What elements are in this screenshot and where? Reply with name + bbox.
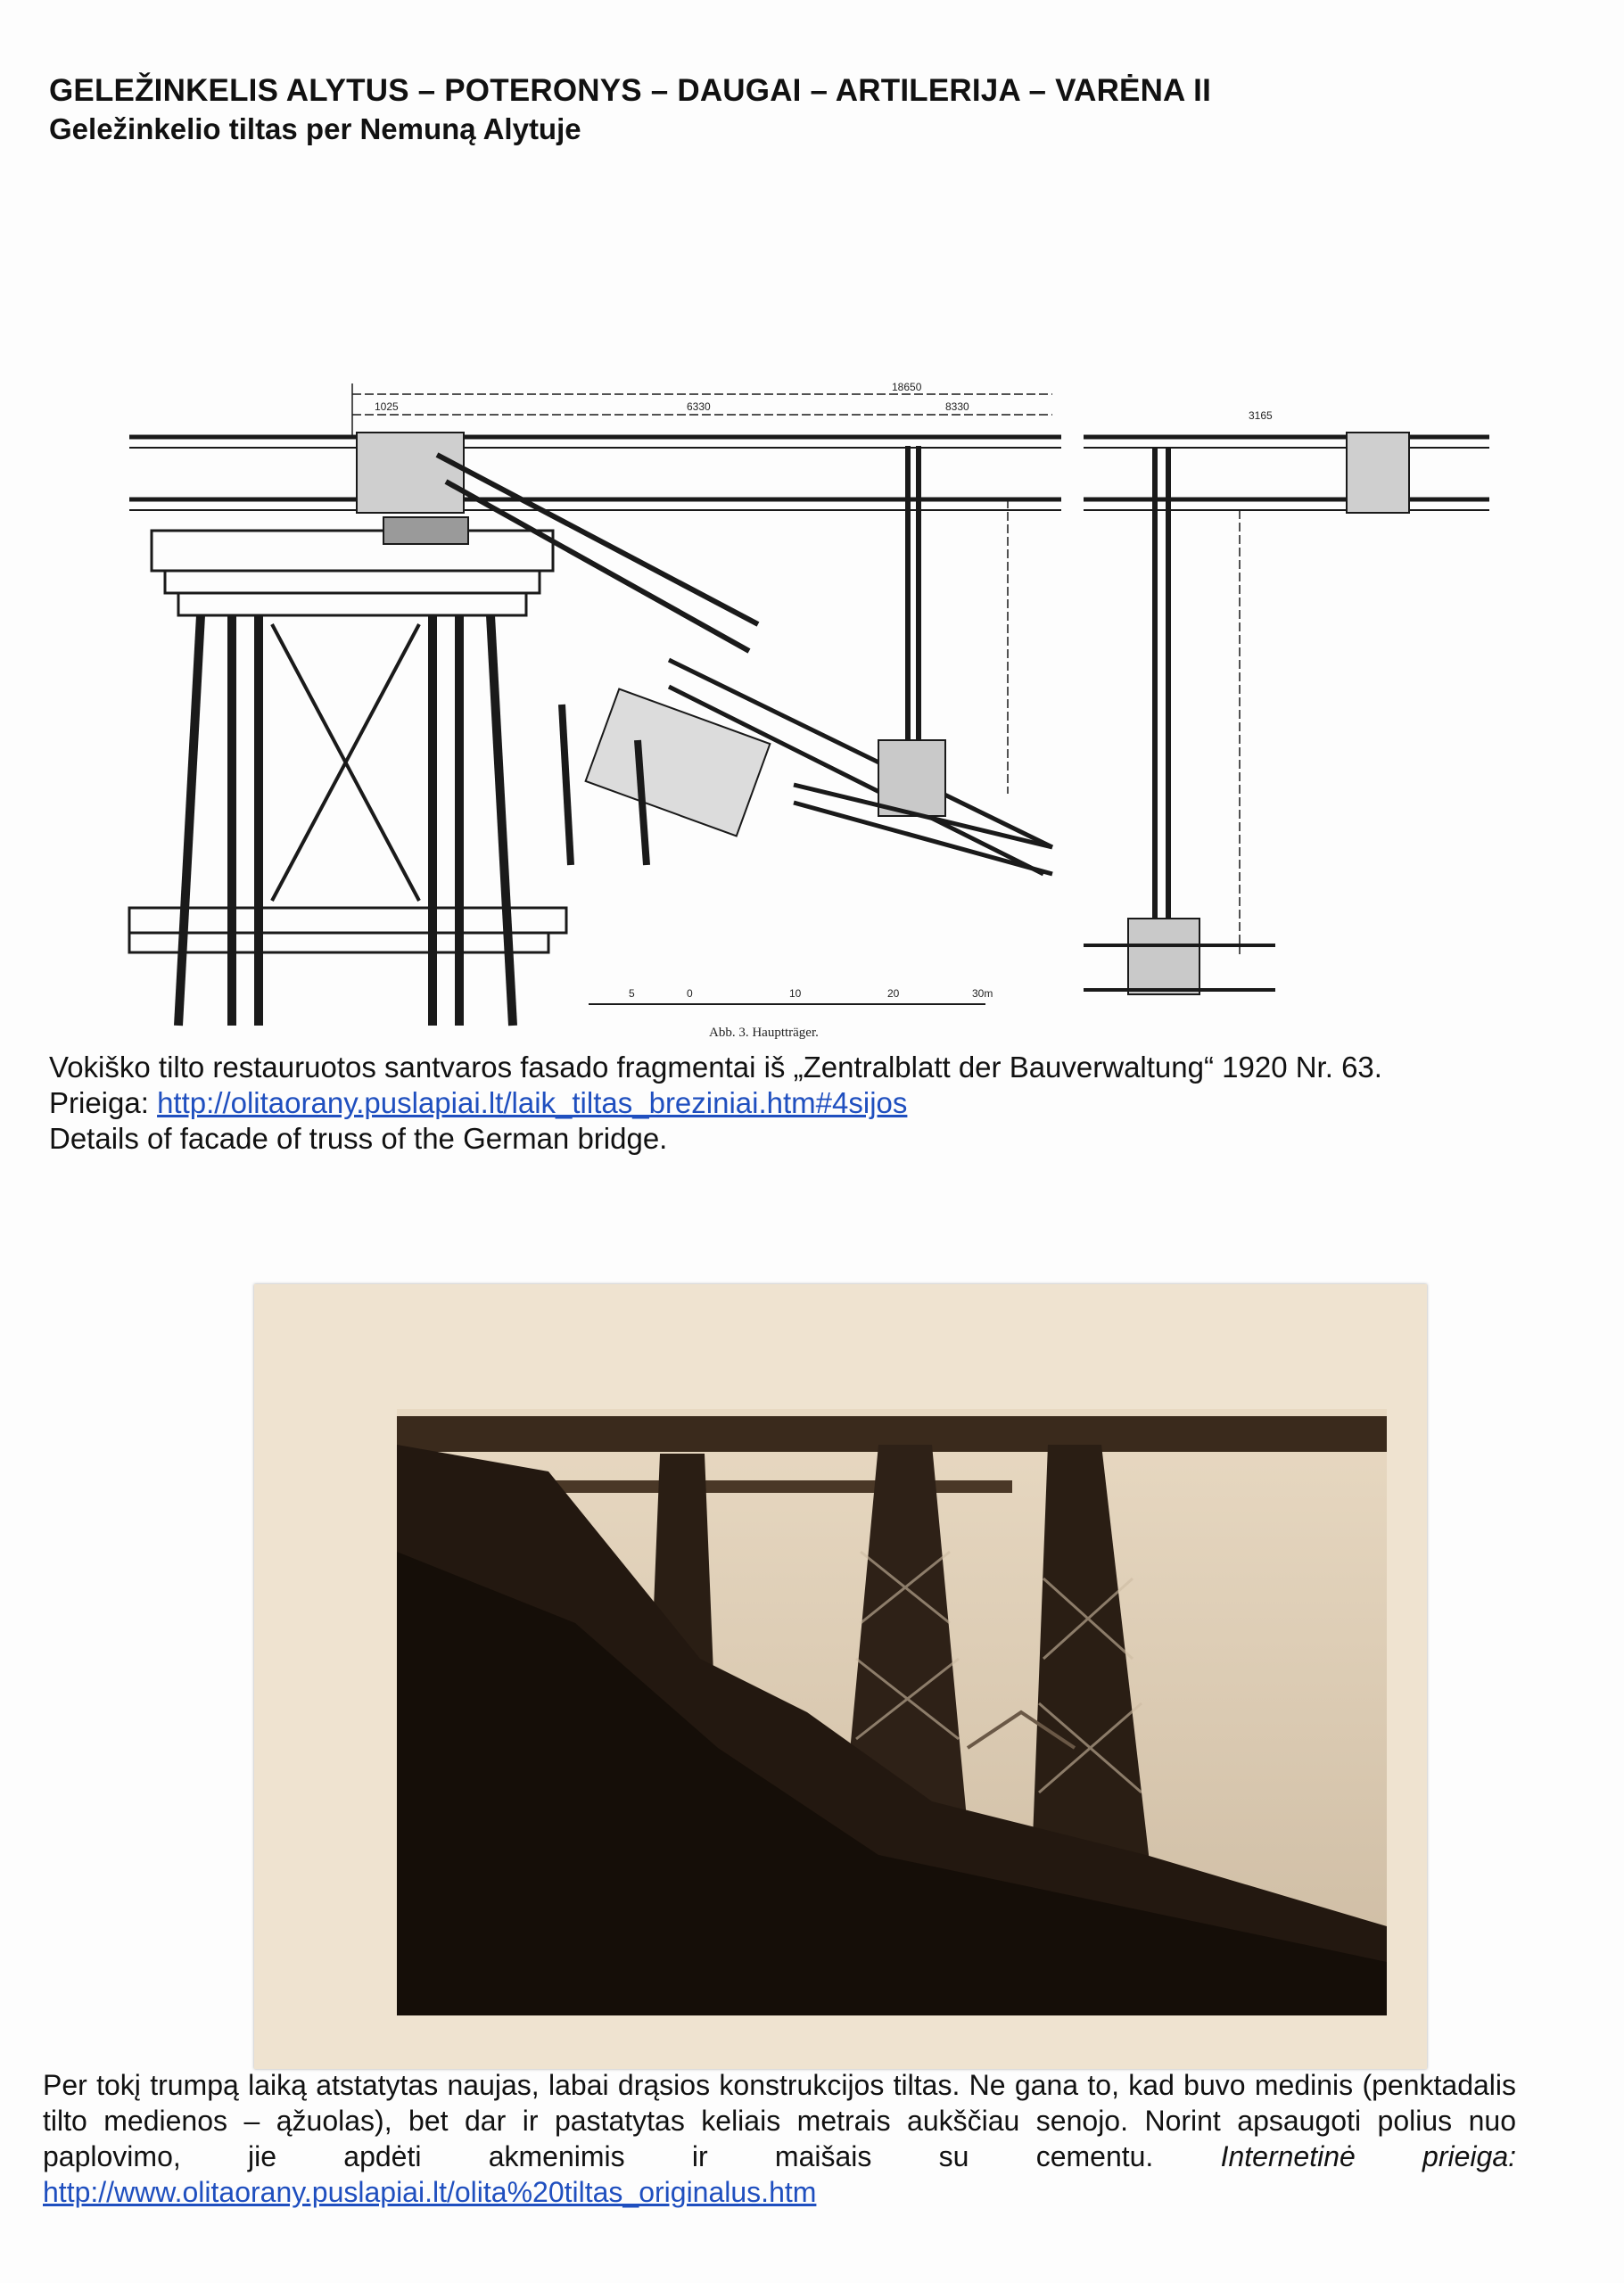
paragraph-text: Per tokį trumpą laiką atstatytas naujas, labai drąsios konstrukcijos tiltas. Ne gana to, kad buvo medinis (penktadalis tilto medienos – ąžuolas), bet dar ir pastatytas keliais metrais aukščiau senojo. Norint apsaugoti polius nuo paplovimo, jie apdėti akmenimis ir maišais su cementu.: [43, 2069, 1516, 2172]
caption-source: [49, 1085, 1382, 1121]
dimension-label: 3165: [1249, 409, 1273, 422]
dimension-label: 8330: [945, 400, 969, 413]
bridge-photo: [254, 1284, 1427, 2069]
caption-english: Details of facade of truss of the German bridge.: [49, 1122, 668, 1155]
dimension-label: 6330: [687, 400, 711, 413]
dimension-label: 1025: [375, 400, 399, 413]
scale-label: 30m: [972, 987, 993, 1000]
drawing-caption: [49, 1050, 1382, 1157]
figure-label: Abb. 3. Hauptträger.: [709, 1026, 819, 1040]
photo-image: [254, 1284, 1427, 2069]
caption-line: Vokiško tilto restauruotos santvaros fasado fragmentai iš „Zentralblatt der Bauverwaltung“ 1920 Nr. 63.: [49, 1051, 1382, 1084]
page-subtitle: Geležinkelio tiltas per Nemuną Alytuje: [49, 112, 581, 145]
source-label: Prieiga:: [49, 1086, 158, 1119]
scale-label: 20: [887, 987, 900, 1000]
dimension-label: 18650: [892, 381, 922, 393]
page-title: GELEŽINKELIS ALYTUS – POTERONYS – DAUGAI – ARTILERIJA – VARĖNA II: [49, 73, 1212, 108]
source-label: Internetinė prieiga:: [1220, 2140, 1517, 2172]
truss-drawing: [116, 366, 1525, 1043]
source-link[interactable]: http://olitaorany.puslapiai.lt/laik_tiltas_breziniai.htm#4sijos: [157, 1086, 908, 1119]
scale-label: 5: [629, 987, 635, 1000]
scale-label: 10: [789, 987, 802, 1000]
source-link[interactable]: http://www.olitaorany.puslapiai.lt/olita%20tiltas_originalus.htm: [43, 2176, 817, 2208]
scale-label: 0: [687, 987, 693, 1000]
description-paragraph: [43, 2067, 1516, 2210]
